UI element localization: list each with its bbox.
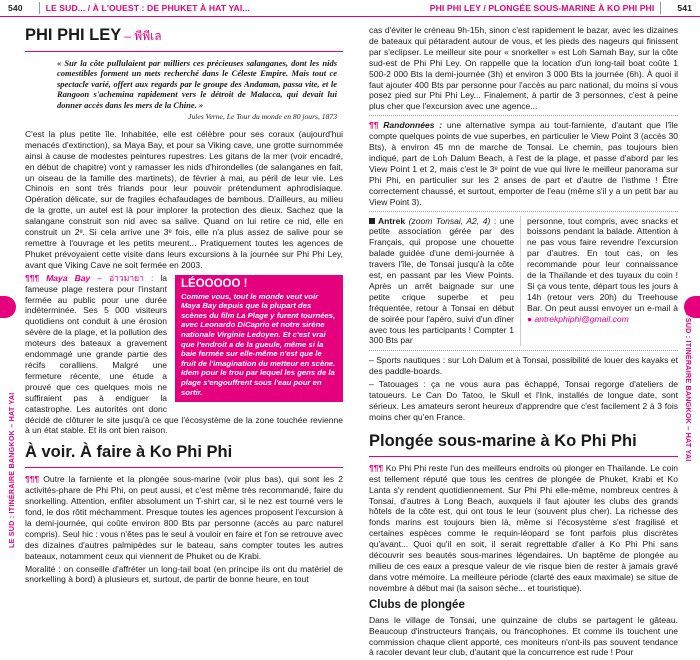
- antrek-location: (zoom Tonsai, A2, 4): [408, 215, 491, 226]
- randonnees-text: une alternative sympa au tout-farniente, d'autant que l'île compte quelques points de vue superbes, en particulier le View Point 3 (accès 30 Bts), à environ 45 mn de marche de Tonsai. Le chemin, pas toujours bien indiqué, part de Loh Dalum Beach, à l'est de la plage, et passe d'abord par les View Point 1 et 2, mais c'est le 3ᵉ point de vue qui livre le meilleur panorama sur Phi Phi, en particulier sur les 2 anses de part et d'autre de l'isthme ! Être correctement chaussé, et surtout, emporter de l'eau (même s'il y a un petit bar au View Point 3).: [369, 120, 679, 207]
- maya-bay-text: la fameuse plage restera pour l'instant fermée au public pour une durée indéterminée. Ses 5 000 visiteurs quotidiens ont conduit à une érosion sévère de la plage, et la pollution des moteurs des bateaux a gravement endommagé une grande partie des récifs coralliens. Malgré une fermeture récente, une étude a prouvé que ces quelques mois ne suffiraient pas à endiguer la catastrophe. Les autorités ont donc décidé de clôturer le site jusqu'à ce que l'écosystème de la zone touchée revienne à un état stable. Et ils ont bien raison.: [25, 272, 343, 436]
- divider: [369, 115, 678, 116]
- bullet-square-icon: [369, 218, 375, 224]
- plongee-text: Ko Phi Phi reste l'un des meilleurs endroits où plonger en Thaïlande. Le coin est tellement réputé que tous les centres de plongée de Phuket, Krabi et Ko Lanta s'y rendent quotidiennement. Sur Phi Phi elle-même, nombreux centres à Tonsai, d'autres à Long Beach, auxquels il faut ajouter les clubs des grands hôtels de la côte est, qui ont tous le leur (souvent plus cher). La richesse des fonds marins est toujours bien là, même si l'écosystème s'est fragilisé et certaines espèces comme le requin-léopard se font parfois plus discrètes qu'avant... Quoi qu'il en soit, il serait regrettable d'aller à Ko Phi Phi sans découvrir ses beautés sous-marines légendaires. Un baptême de plongée au milieu de ces eaux a presque valeur de vie risque bien de rester à jamais gravé dans votre mémoire. La meilleure période (clarté des eaux maximale) se situe de novembre à début mai (la saison sèche... et touristique).: [369, 462, 678, 593]
- antrek-col-2: [521, 216, 678, 347]
- paragraph-snorkelling-cont: cas d'éviter le créneau 9h-15h, sinon c'est rapidement le bazar, avec les dizaines de bateaux qui pétaradent autour de vous, et les pieds des nageurs qui finissent par s'eclipser. Le meilleur site pour « snorkeller » est Loh Samah Bay, sur la côte sud-est de Phi Phi Ley. On rappelle que la location d'un long-tail boat coûte 1 500-2 000 Bts la demi-journée (3h) et environ 3 000 Bts la journée (6h). À quoi il faut ajouter 400 Bts par personne pour l'accès au parc national, du moins si vous posez pied sur Phi Phi Ley... Finalement, à partir de 3 personnes, c'est à peine plus cher que l'excursion avec une agence...: [369, 25, 678, 112]
- left-side-title: LE SUD : ITINÉRAIRE BANGKOK – HAT YAI: [7, 392, 16, 548]
- rating-icon: ¶¶¶: [369, 462, 384, 473]
- right-page-header: [350, 0, 700, 17]
- randonnees-title: Randonnées :: [383, 120, 443, 131]
- left-running-title: LE SUD... / À L'OUEST : DE PHUKET À HAT YAI...: [45, 3, 250, 13]
- section-title-plongee: Plongée sous-marine à Ko Phi Phi: [369, 431, 678, 457]
- right-page-number: 541: [677, 3, 692, 13]
- rating-icon: ¶¶¶: [25, 474, 40, 485]
- left-page-header: [0, 0, 350, 17]
- section-title-thai: – พีพีเล: [124, 29, 162, 43]
- paragraph-long-tail: Moralité : on conseille d'affréter un long-tail boat (en principe ils ont du matériel de snorkelling à bord) à plusieurs et, surtout, de partir de bonne heure, en tout: [25, 563, 343, 585]
- antrek-text-1: une petite association gérée par des Français, qui propose une chouette balade guidée d'une demi-journée à travers l'île, de Tonsai jusqu'à la côte est, en passant par les View Points. Après un arrêt baignade sur une petite crique superbe et peu fréquentée, retour à Tonsai en début de soirée pour l'apéro, suivi d'un dîner avec tous les participants ! Compter 1 300 Bts par: [369, 215, 514, 346]
- subtitle-clubs: Clubs de plongée: [369, 598, 465, 611]
- right-side-title: LE SUD : ITINÉRAIRE BANGKOK – HAT YAI: [684, 306, 693, 462]
- left-thumb-tab: [0, 296, 16, 318]
- divider: [369, 211, 678, 212]
- quote-source: Jules Verne, Le Tour du monde en 80 jours, 1873: [188, 112, 337, 122]
- section-title-phi-phi-ley: [25, 25, 343, 52]
- right-page-column: [369, 25, 678, 660]
- maya-bay-thai: – อ่าวมายา :: [97, 272, 154, 283]
- left-page-number: 540: [8, 3, 23, 13]
- rating-icon: ¶¶: [369, 120, 379, 131]
- jules-verne-quote: « Sur la côte pullulaient par milliers ces précieuses salanganes, dont les nids comestibles forment un mets recherché dans le Céleste Empire. Mais tout ce spectacle varié, offert aux regards par le groupe des Andaman, passa vite, et le Rangoon s'achemina rapidement vers le détroit de Malacca, qui devait lui donner accès dans les mers de la Chine. »: [57, 58, 337, 110]
- paragraph-clubs: Dans le village de Tonsai, une quinzaine de clubs se partagent le gâteau. Beaucoup d'instructeurs français, ou francophones. Et comme ils touchent une commission chaque client apporté, ces moniteurs n'ont-ils pas souvent tendance à racoler devant leur club, d'autant que la concurrence est rude ! Pour: [369, 614, 678, 658]
- section-title-a-voir: À voir. À faire à Ko Phi Phi: [25, 442, 343, 468]
- leo-callout-box: [175, 275, 343, 402]
- left-page-column: [25, 25, 343, 587]
- paragraph-snorkelling: [25, 474, 343, 561]
- snorkelling-text: Outre la farniente et la plongée sous-marine (voir plus bas), qui sont les 2 activités-phare de Phi Phi, on peut aussi, et c'est même très recommandé, faire du snorkelling. Attention, enfiler absolument un T-shirt car, si le nez est tourné vers le fond, le dos rôtit méchamment. Presque toutes les agences proposent l'excursion à la demi-journée, qui coûte environ 800 Bts par personne (accès au parc naturel compris). Seul hic : vous n'êtes pas le seul à vouloir en faire et l'on se retrouve avec des dizaines d'autres palmipèdes sur le bateau, sans compter toutes les autres bateaux, notamment ceux qui viennent de Phuket ou de Krabi.: [25, 474, 344, 561]
- paragraph-randonnees: [369, 120, 678, 207]
- right-running-title: PHI PHI LEY / PLONGÉE SOUS-MARINE À KO PHI PHI: [429, 3, 655, 13]
- paragraph-tatouages: – Tatouages : ça ne vous aura pas échappé, Tonsai regorge d'ateliers de tatoueurs. Le Can Do Tatoo, le Skull et l'Ink, installés de longue date, sont sérieux. Les amateurs seront heureux d'apprendre que c'est facilement 2 à 3 fois moins cher qu'en France.: [369, 379, 678, 422]
- paragraph-sports: – Sports nautiques : sur Loh Dalum et à Tonsai, possibilité de louer des kayaks et des paddle-boards.: [369, 355, 678, 377]
- paragraph-plongee: [369, 463, 678, 594]
- maya-bay-name: Maya Bay: [46, 272, 91, 283]
- callout-title: LÉOOOOO !: [181, 277, 248, 290]
- rating-icon: ¶¶¶: [25, 272, 40, 283]
- email-icon: ●: [527, 313, 533, 324]
- antrek-email-link[interactable]: antrekphiphi@gmail.com: [534, 313, 629, 324]
- header-separator: [660, 2, 661, 14]
- header-separator: [39, 2, 40, 14]
- section-title-text: PHI PHI LEY: [25, 26, 122, 44]
- divider: [369, 350, 678, 351]
- antrek-text-2: personne, tout compris, avec snacks et boissons pendant la balade. Attention à ne pas vous faire revendre l'excursion par d'autres. En tout cas, on les recommande pour leur connaissance de la Thaïlande et des tuyaux du coin ! Si ça vous tente, départ tous les jours à 14h (retour vers 20h) du Treehouse Bar. On peut aussi envoyer un e-mail à: [527, 215, 678, 313]
- antrek-col-1: Antrek (zoom Tonsai, A2, 4) : une petite association gérée par des Français, qui propose une chouette balade guidée d'une demi-journée à travers l'île, de Tonsai jusqu'à la côte est, en passant par les View Points. Après un arrêt baignade sur une petite crique superbe et peu fréquentée, retour à Tonsai en début de soirée pour l'apéro, suivi d'un dîner avec tous les participants ! Compter 1 300 Bts par: [369, 216, 521, 347]
- antrek-listing: [369, 216, 678, 347]
- paragraph-phi-phi-ley: C'est la plus petite île. Inhabitée, elle est célèbre pour ses coraux (aujourd'hui menacés d'extinction), sa Maya Bay, et pour sa Viking cave, une grotte surnommée ainsi à cause de modestes peintures rupestres. Les gitans de la mer (voir encadré, en début de chapitre) vont y ramasser les nids d'hirondelles (de salanganes en fait, un oiseau de la famille des martinets), de février à mai, au péril de leur vie. Les Chinois en sont très friands pour leur pouvoir prétendument aphrodisiaque. Opération délicate, sur de fragiles échafaudages de bambous. D'ailleurs, au milieu de la grotte, un autel est là pour implorer la protection des dieux. Sachez que la salangane construit son nid avec sa salive. Quand on lui retire ce nid, elle en construit un 2ᵉ. Si cela arrive une 3ᵉ fois, elle n'a plus assez de salive pour se remettre à l'ouvrage et les petits meurent... Pratiquement toutes les agences de Phuket prévoyaient cette visite dans leurs excursions à la journée sur Phi Phi Ley, avant que Viking Cave ne soit fermée en 2003.: [25, 128, 343, 270]
- antrek-name: Antrek: [378, 215, 406, 226]
- callout-body: Comme vous, tout le monde veut voir Maya Bay depuis que la plupart des scènes du film La Plage y furent tournées, avec Leonardo DiCaprio et notre sirène nationale Virginie Ledoyen. Et c'est vrai que l'endroit a de la gueule, même si la baie fermée sur elle-même n'est que le fruit de l'imagination du metteur en scène. Idem pour le trou par lequel les gens de la plage s'engouffrent sous l'eau pour en sortir.: [181, 291, 336, 397]
